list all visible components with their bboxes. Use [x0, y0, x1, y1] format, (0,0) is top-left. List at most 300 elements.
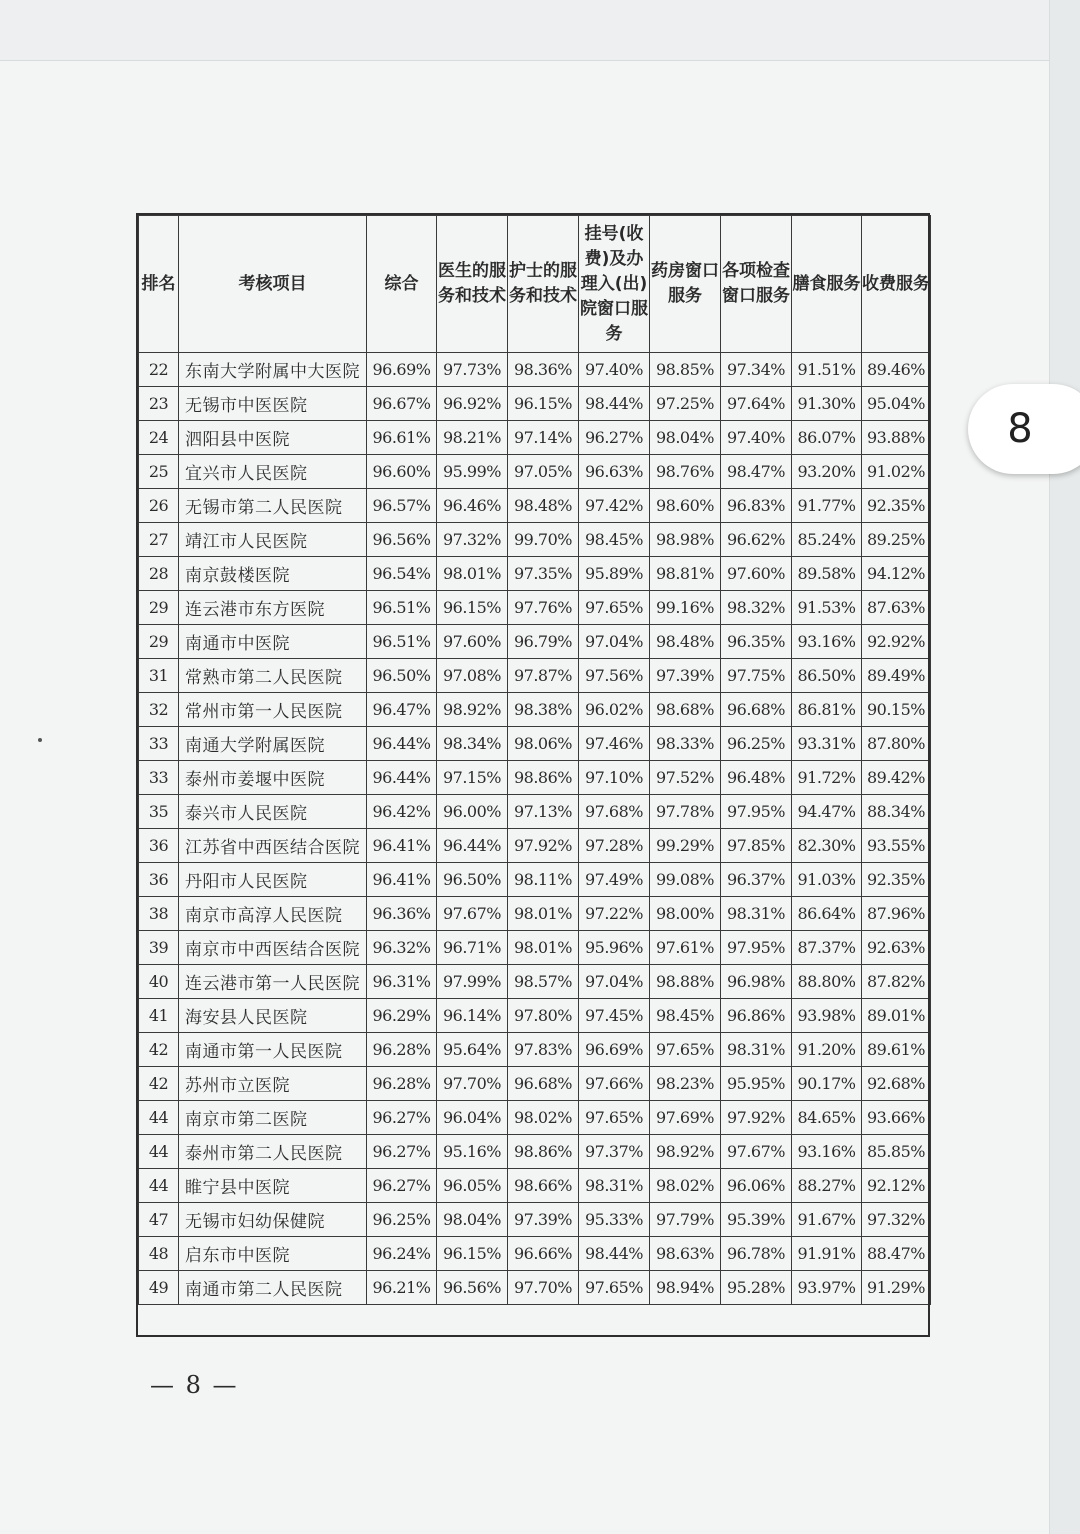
score-cell: 97.14%: [508, 421, 579, 455]
score-cell: 96.79%: [508, 625, 579, 659]
score-cell: 96.63%: [579, 455, 650, 489]
table-row: [139, 1271, 931, 1305]
page-footer-number: — 8 —: [150, 1371, 239, 1399]
score-cell: 88.34%: [862, 795, 931, 829]
rank-cell: 38: [139, 897, 179, 931]
score-cell: 97.75%: [721, 659, 792, 693]
score-cell: 98.88%: [650, 965, 721, 999]
score-cell: 97.60%: [437, 625, 508, 659]
score-cell: 98.48%: [650, 625, 721, 659]
score-cell: 98.68%: [650, 693, 721, 727]
score-cell: 97.92%: [508, 829, 579, 863]
table-row: [139, 523, 931, 557]
score-cell: 82.30%: [792, 829, 862, 863]
hospital-name-cell: 泗阳县中医院: [179, 421, 367, 455]
score-cell: 97.42%: [579, 489, 650, 523]
score-cell: 97.70%: [508, 1271, 579, 1305]
score-cell: 97.39%: [650, 659, 721, 693]
score-cell: 96.41%: [367, 863, 437, 897]
score-cell: 98.98%: [650, 523, 721, 557]
hospital-name-cell: 宜兴市人民医院: [179, 455, 367, 489]
score-cell: 98.02%: [650, 1169, 721, 1203]
table-row: [139, 727, 931, 761]
score-cell: 96.44%: [367, 727, 437, 761]
rank-cell: 49: [139, 1271, 179, 1305]
score-cell: 98.34%: [437, 727, 508, 761]
hospital-name-cell: 丹阳市人民医院: [179, 863, 367, 897]
hospital-name-cell: 泰州市姜堰中医院: [179, 761, 367, 795]
score-cell: 93.31%: [792, 727, 862, 761]
score-cell: 85.24%: [792, 523, 862, 557]
score-cell: 96.21%: [367, 1271, 437, 1305]
score-cell: 98.47%: [721, 455, 792, 489]
score-cell: 87.63%: [862, 591, 931, 625]
score-cell: 89.42%: [862, 761, 931, 795]
ranking-table: [138, 215, 931, 1305]
table-row: [139, 625, 931, 659]
header-fee-service: 收费服务: [862, 216, 931, 353]
score-cell: 97.87%: [508, 659, 579, 693]
hospital-name-cell: 泰州市第二人民医院: [179, 1135, 367, 1169]
hospital-name-cell: 启东市中医院: [179, 1237, 367, 1271]
score-cell: 89.49%: [862, 659, 931, 693]
score-cell: 97.65%: [579, 591, 650, 625]
score-cell: 96.51%: [367, 591, 437, 625]
score-cell: 97.60%: [721, 557, 792, 591]
scan-top-edge: [0, 0, 1080, 61]
rank-cell: 32: [139, 693, 179, 727]
rank-cell: 28: [139, 557, 179, 591]
rank-cell: 44: [139, 1101, 179, 1135]
table-row: [139, 829, 931, 863]
score-cell: 98.04%: [437, 1203, 508, 1237]
score-cell: 97.05%: [508, 455, 579, 489]
score-cell: 97.32%: [437, 523, 508, 557]
score-cell: 93.16%: [792, 1135, 862, 1169]
score-cell: 91.53%: [792, 591, 862, 625]
score-cell: 88.47%: [862, 1237, 931, 1271]
score-cell: 96.51%: [367, 625, 437, 659]
hospital-name-cell: 连云港市第一人民医院: [179, 965, 367, 999]
table-row: [139, 897, 931, 931]
header-registration-window: 挂号(收费)及办理入(出)院窗口服务: [579, 216, 650, 353]
score-cell: 98.01%: [508, 931, 579, 965]
score-cell: 96.32%: [367, 931, 437, 965]
score-cell: 96.50%: [437, 863, 508, 897]
hospital-name-cell: 无锡市中医医院: [179, 387, 367, 421]
table-row: [139, 1101, 931, 1135]
score-cell: 97.40%: [721, 421, 792, 455]
score-cell: 97.45%: [579, 999, 650, 1033]
score-cell: 96.41%: [367, 829, 437, 863]
score-cell: 96.71%: [437, 931, 508, 965]
score-cell: 97.37%: [579, 1135, 650, 1169]
score-cell: 97.52%: [650, 761, 721, 795]
hospital-name-cell: 南京鼓楼医院: [179, 557, 367, 591]
rank-cell: 31: [139, 659, 179, 693]
table-row: [139, 489, 931, 523]
score-cell: 95.04%: [862, 387, 931, 421]
score-cell: 98.23%: [650, 1067, 721, 1101]
score-cell: 91.91%: [792, 1237, 862, 1271]
score-cell: 86.07%: [792, 421, 862, 455]
rank-cell: 33: [139, 727, 179, 761]
score-cell: 97.80%: [508, 999, 579, 1033]
score-cell: 98.66%: [508, 1169, 579, 1203]
hospital-name-cell: 南通市第二人民医院: [179, 1271, 367, 1305]
score-cell: 97.25%: [650, 387, 721, 421]
header-rank: 排名: [139, 216, 179, 353]
table-row: [139, 999, 931, 1033]
table-row: [139, 1033, 931, 1067]
score-cell: 96.36%: [367, 897, 437, 931]
score-cell: 98.45%: [579, 523, 650, 557]
score-cell: 97.04%: [579, 625, 650, 659]
rank-cell: 23: [139, 387, 179, 421]
score-cell: 99.08%: [650, 863, 721, 897]
score-cell: 95.16%: [437, 1135, 508, 1169]
score-cell: 95.99%: [437, 455, 508, 489]
score-cell: 98.63%: [650, 1237, 721, 1271]
table-row: [139, 421, 931, 455]
score-cell: 91.29%: [862, 1271, 931, 1305]
score-cell: 98.86%: [508, 1135, 579, 1169]
hospital-name-cell: 南京市高淳人民医院: [179, 897, 367, 931]
rank-cell: 36: [139, 829, 179, 863]
score-cell: 96.50%: [367, 659, 437, 693]
header-pharmacy-window: 药房窗口服务: [650, 216, 721, 353]
score-cell: 95.96%: [579, 931, 650, 965]
score-cell: 98.44%: [579, 1237, 650, 1271]
hospital-name-cell: 无锡市第二人民医院: [179, 489, 367, 523]
score-cell: 87.37%: [792, 931, 862, 965]
score-cell: 91.72%: [792, 761, 862, 795]
score-cell: 96.62%: [721, 523, 792, 557]
score-cell: 99.29%: [650, 829, 721, 863]
score-cell: 98.33%: [650, 727, 721, 761]
score-cell: 96.98%: [721, 965, 792, 999]
score-cell: 91.03%: [792, 863, 862, 897]
header-meal-service: 膳食服务: [792, 216, 862, 353]
score-cell: 98.31%: [579, 1169, 650, 1203]
rank-cell: 42: [139, 1033, 179, 1067]
score-cell: 93.88%: [862, 421, 931, 455]
score-cell: 96.61%: [367, 421, 437, 455]
table-row: [139, 591, 931, 625]
score-cell: 91.30%: [792, 387, 862, 421]
score-cell: 95.33%: [579, 1203, 650, 1237]
rank-cell: 36: [139, 863, 179, 897]
score-cell: 98.92%: [437, 693, 508, 727]
score-cell: 96.78%: [721, 1237, 792, 1271]
score-cell: 98.94%: [650, 1271, 721, 1305]
table-row: [139, 659, 931, 693]
score-cell: 97.65%: [579, 1101, 650, 1135]
score-cell: 93.55%: [862, 829, 931, 863]
score-cell: 97.70%: [437, 1067, 508, 1101]
score-cell: 95.95%: [721, 1067, 792, 1101]
table-header-row: [139, 216, 931, 353]
score-cell: 98.02%: [508, 1101, 579, 1135]
rank-cell: 39: [139, 931, 179, 965]
score-cell: 89.01%: [862, 999, 931, 1033]
score-cell: 97.49%: [579, 863, 650, 897]
score-cell: 95.39%: [721, 1203, 792, 1237]
page-indicator-badge: [968, 384, 1080, 474]
score-cell: 97.34%: [721, 353, 792, 387]
score-cell: 94.47%: [792, 795, 862, 829]
score-cell: 97.08%: [437, 659, 508, 693]
score-cell: 98.38%: [508, 693, 579, 727]
score-cell: 93.66%: [862, 1101, 931, 1135]
score-cell: 84.65%: [792, 1101, 862, 1135]
score-cell: 97.73%: [437, 353, 508, 387]
rank-cell: 25: [139, 455, 179, 489]
score-cell: 98.01%: [437, 557, 508, 591]
hospital-name-cell: 海安县人民医院: [179, 999, 367, 1033]
score-cell: 99.70%: [508, 523, 579, 557]
score-cell: 98.11%: [508, 863, 579, 897]
hospital-name-cell: 无锡市妇幼保健院: [179, 1203, 367, 1237]
hospital-name-cell: 南通大学附属医院: [179, 727, 367, 761]
score-cell: 85.85%: [862, 1135, 931, 1169]
rank-cell: 42: [139, 1067, 179, 1101]
score-cell: 99.16%: [650, 591, 721, 625]
score-cell: 98.06%: [508, 727, 579, 761]
score-cell: 91.20%: [792, 1033, 862, 1067]
score-cell: 89.25%: [862, 523, 931, 557]
score-cell: 91.77%: [792, 489, 862, 523]
score-cell: 96.29%: [367, 999, 437, 1033]
score-cell: 96.14%: [437, 999, 508, 1033]
score-cell: 96.27%: [579, 421, 650, 455]
score-cell: 92.35%: [862, 863, 931, 897]
score-cell: 98.86%: [508, 761, 579, 795]
score-cell: 96.46%: [437, 489, 508, 523]
score-cell: 97.04%: [579, 965, 650, 999]
score-cell: 96.04%: [437, 1101, 508, 1135]
score-cell: 97.65%: [579, 1271, 650, 1305]
score-cell: 91.02%: [862, 455, 931, 489]
rank-cell: 26: [139, 489, 179, 523]
score-cell: 96.44%: [437, 829, 508, 863]
rank-cell: 29: [139, 625, 179, 659]
score-cell: 96.69%: [579, 1033, 650, 1067]
score-cell: 96.24%: [367, 1237, 437, 1271]
table-row: [139, 1237, 931, 1271]
score-cell: 98.04%: [650, 421, 721, 455]
table-row: [139, 1203, 931, 1237]
score-cell: 91.51%: [792, 353, 862, 387]
score-cell: 97.32%: [862, 1203, 931, 1237]
table-row: [139, 387, 931, 421]
hospital-name-cell: 东南大学附属中大医院: [179, 353, 367, 387]
table-body: [139, 353, 931, 1305]
score-cell: 96.68%: [721, 693, 792, 727]
score-cell: 88.27%: [792, 1169, 862, 1203]
score-cell: 93.97%: [792, 1271, 862, 1305]
hospital-name-cell: 南通市中医院: [179, 625, 367, 659]
score-cell: 86.64%: [792, 897, 862, 931]
score-cell: 96.57%: [367, 489, 437, 523]
score-cell: 96.83%: [721, 489, 792, 523]
score-cell: 89.61%: [862, 1033, 931, 1067]
hospital-name-cell: 南京市中西医结合医院: [179, 931, 367, 965]
rank-cell: 48: [139, 1237, 179, 1271]
hospital-name-cell: 苏州市立医院: [179, 1067, 367, 1101]
score-cell: 97.65%: [650, 1033, 721, 1067]
score-cell: 96.69%: [367, 353, 437, 387]
score-cell: 98.76%: [650, 455, 721, 489]
score-cell: 92.68%: [862, 1067, 931, 1101]
score-cell: 92.35%: [862, 489, 931, 523]
score-cell: 90.15%: [862, 693, 931, 727]
score-cell: 96.92%: [437, 387, 508, 421]
score-cell: 97.64%: [721, 387, 792, 421]
score-cell: 93.20%: [792, 455, 862, 489]
score-cell: 97.99%: [437, 965, 508, 999]
score-cell: 97.67%: [437, 897, 508, 931]
page-indicator-number: 8: [1007, 406, 1033, 452]
score-cell: 98.85%: [650, 353, 721, 387]
score-cell: 96.27%: [367, 1169, 437, 1203]
table-row: [139, 353, 931, 387]
score-cell: 96.56%: [367, 523, 437, 557]
hospital-name-cell: 靖江市人民医院: [179, 523, 367, 557]
score-cell: 98.21%: [437, 421, 508, 455]
score-cell: 96.28%: [367, 1067, 437, 1101]
header-doctor-service: 医生的服务和技术: [437, 216, 508, 353]
score-cell: 98.36%: [508, 353, 579, 387]
hospital-name-cell: 连云港市东方医院: [179, 591, 367, 625]
score-cell: 97.85%: [721, 829, 792, 863]
rank-cell: 22: [139, 353, 179, 387]
score-cell: 96.54%: [367, 557, 437, 591]
score-cell: 97.92%: [721, 1101, 792, 1135]
score-cell: 97.10%: [579, 761, 650, 795]
score-cell: 96.66%: [508, 1237, 579, 1271]
header-nurse-service: 护士的服务和技术: [508, 216, 579, 353]
rank-cell: 35: [139, 795, 179, 829]
score-cell: 90.17%: [792, 1067, 862, 1101]
header-item: 考核项目: [179, 216, 367, 353]
score-cell: 95.64%: [437, 1033, 508, 1067]
score-cell: 98.92%: [650, 1135, 721, 1169]
rank-cell: 44: [139, 1169, 179, 1203]
score-cell: 98.01%: [508, 897, 579, 931]
score-cell: 92.92%: [862, 625, 931, 659]
score-cell: 94.12%: [862, 557, 931, 591]
score-cell: 97.40%: [579, 353, 650, 387]
rank-cell: 40: [139, 965, 179, 999]
table-row: [139, 1067, 931, 1101]
table-row: [139, 965, 931, 999]
score-cell: 86.50%: [792, 659, 862, 693]
score-cell: 97.76%: [508, 591, 579, 625]
score-cell: 95.89%: [579, 557, 650, 591]
score-cell: 96.27%: [367, 1135, 437, 1169]
score-cell: 96.02%: [579, 693, 650, 727]
table-row: [139, 863, 931, 897]
score-cell: 97.22%: [579, 897, 650, 931]
hospital-name-cell: 泰兴市人民医院: [179, 795, 367, 829]
score-cell: 98.00%: [650, 897, 721, 931]
score-cell: 97.79%: [650, 1203, 721, 1237]
score-cell: 98.44%: [579, 387, 650, 421]
score-cell: 96.86%: [721, 999, 792, 1033]
score-cell: 93.16%: [792, 625, 862, 659]
score-cell: 96.60%: [367, 455, 437, 489]
score-cell: 96.35%: [721, 625, 792, 659]
score-cell: 96.37%: [721, 863, 792, 897]
score-cell: 92.63%: [862, 931, 931, 965]
score-cell: 96.68%: [508, 1067, 579, 1101]
score-cell: 97.61%: [650, 931, 721, 965]
score-cell: 96.15%: [437, 1237, 508, 1271]
score-cell: 91.67%: [792, 1203, 862, 1237]
score-cell: 96.44%: [367, 761, 437, 795]
score-cell: 89.58%: [792, 557, 862, 591]
rank-cell: 29: [139, 591, 179, 625]
score-cell: 86.81%: [792, 693, 862, 727]
header-overall: 综合: [367, 216, 437, 353]
score-cell: 87.96%: [862, 897, 931, 931]
score-cell: 97.28%: [579, 829, 650, 863]
hospital-name-cell: 常熟市第二人民医院: [179, 659, 367, 693]
rank-cell: 47: [139, 1203, 179, 1237]
header-exam-window: 各项检查窗口服务: [721, 216, 792, 353]
score-cell: 96.42%: [367, 795, 437, 829]
score-cell: 97.95%: [721, 931, 792, 965]
hospital-name-cell: 睢宁县中医院: [179, 1169, 367, 1203]
score-cell: 97.46%: [579, 727, 650, 761]
score-cell: 97.39%: [508, 1203, 579, 1237]
score-cell: 97.67%: [721, 1135, 792, 1169]
rank-cell: 33: [139, 761, 179, 795]
table-row: [139, 795, 931, 829]
score-cell: 96.31%: [367, 965, 437, 999]
hospital-name-cell: 南京市第二医院: [179, 1101, 367, 1135]
score-cell: 96.05%: [437, 1169, 508, 1203]
score-cell: 92.12%: [862, 1169, 931, 1203]
score-cell: 97.95%: [721, 795, 792, 829]
scan-right-edge: [1049, 0, 1080, 1534]
score-cell: 97.68%: [579, 795, 650, 829]
score-cell: 98.57%: [508, 965, 579, 999]
rank-cell: 41: [139, 999, 179, 1033]
score-cell: 97.69%: [650, 1101, 721, 1135]
score-cell: 96.48%: [721, 761, 792, 795]
score-cell: 97.13%: [508, 795, 579, 829]
score-cell: 98.31%: [721, 1033, 792, 1067]
score-cell: 96.25%: [721, 727, 792, 761]
score-cell: 98.48%: [508, 489, 579, 523]
table-row: [139, 1135, 931, 1169]
score-cell: 98.32%: [721, 591, 792, 625]
table-row: [139, 693, 931, 727]
score-cell: 96.27%: [367, 1101, 437, 1135]
score-cell: 97.56%: [579, 659, 650, 693]
scan-speck: [38, 738, 42, 742]
score-cell: 87.80%: [862, 727, 931, 761]
score-cell: 96.00%: [437, 795, 508, 829]
score-cell: 98.45%: [650, 999, 721, 1033]
score-cell: 97.15%: [437, 761, 508, 795]
score-cell: 97.66%: [579, 1067, 650, 1101]
score-cell: 96.25%: [367, 1203, 437, 1237]
table-row: [139, 1169, 931, 1203]
score-cell: 97.35%: [508, 557, 579, 591]
